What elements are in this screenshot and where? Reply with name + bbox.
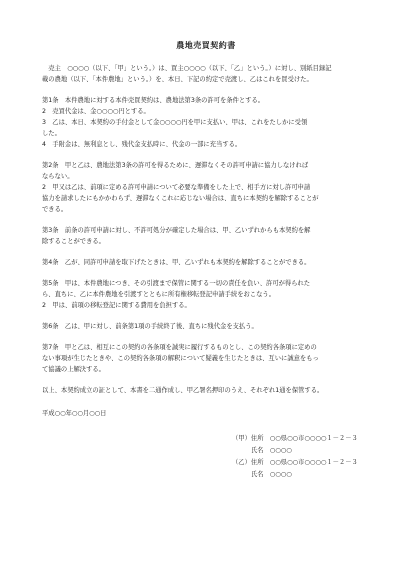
- article-line: 第4条 乙が、同許可申請を取下げたときは、甲、乙いずれも本契約を解除することができる。: [42, 259, 311, 266]
- contract-date: 平成○○年○○月○○日: [42, 410, 107, 417]
- article-line: した。: [42, 130, 61, 137]
- article-7: [42, 342, 370, 375]
- article-line: 第3条 前条の許可申請に対し、不許可処分が確定した場合は、甲、乙いずれからも本契約を解: [42, 227, 311, 234]
- seller-name: 氏名 ○○○○: [232, 447, 292, 454]
- article-line: 3 乙は、本日、本契約の手付金として金○○○○円を甲に支払い、甲は、これをたしかに受領: [42, 119, 308, 126]
- article-line: ら、直ちに、乙に本件農地を引渡すとともに所有権移転登記申請手続をおこなう。: [42, 291, 275, 298]
- buyer-name: 氏名 ○○○○: [232, 471, 292, 478]
- article-line: 2 甲又は乙は、前項に定める許可申請について必要な準備をした上で、相手方に対し許可申請: [42, 184, 311, 191]
- article-line: 第1条 本件農地に対する本件売買契約は、農地法第3条の許可を条件とする。: [42, 97, 265, 104]
- article-line: て協議の上解決する。: [42, 366, 105, 373]
- article-line: 協力を請求したにもかかわらず、遅滞なくこれに応じない場合は、直ちに本契約を解除することが: [42, 195, 319, 202]
- article-line: 4 手附金は、無利息とし、残代金支払時に、代金の一部に充当する。: [42, 141, 242, 148]
- intro-line: 載の農地（以下、「本件農地」という。）を、本日、下記の約定で売渡し、乙はこれを買受けた。: [42, 76, 313, 83]
- article-line: 2 甲は、前項の移転登記に関する費用を負担する。: [42, 302, 191, 309]
- article-1: [42, 95, 370, 150]
- article-line: 第2条 甲と乙は、農地法第3条の許可を得るために、遅滞なくその許可申請に協力しなければ: [42, 162, 309, 169]
- article-6: [42, 321, 370, 332]
- contract-title: 農地売買契約書: [176, 41, 236, 50]
- closing-statement: 以上、本契約成立の証として、本書を二通作成し、甲乙署名押印のうえ、それぞれ1通を保管する。: [42, 387, 324, 394]
- article-line: ない事項が生じたときや、この契約各条項の解釈について疑義を生じたときは、互いに誠意をもっ: [42, 355, 319, 362]
- article-line: 除することができる。: [42, 238, 105, 245]
- seller-address: （甲）住所 ○○県○○市○○○○１－２－３: [232, 435, 358, 442]
- buyer-address: （乙）住所 ○○県○○市○○○○１－２－３: [232, 459, 358, 466]
- article-4: [42, 257, 370, 268]
- article-5: [42, 278, 370, 311]
- article-line: できる。: [42, 206, 68, 213]
- article-line: 第6条 乙は、甲に対し、前条第1項の手続終了後、直ちに残代金を支払う。: [42, 323, 258, 330]
- article-2: [42, 160, 370, 215]
- intro-line: 売主 ○○○○（以下、「甲」という。）は、買主○○○○（以下、「乙」という。）に対し、別紙目録記: [42, 65, 332, 72]
- article-line: ならない。: [42, 173, 74, 180]
- article-line: 第7条 甲と乙は、相互にこの契約の各条項を誠実に履行するものとし、この契約各条項に定めの: [42, 344, 317, 351]
- article-line: 2 売買代金は、金○○○○円とする。: [42, 108, 150, 115]
- article-3: [42, 225, 370, 247]
- signature-block: [42, 433, 370, 481]
- intro-paragraph: [42, 63, 370, 85]
- article-line: 第5条 甲は、本件農地につき、その引渡まで保管に関する一切の責任を負い、許可が得られた: [42, 280, 311, 287]
